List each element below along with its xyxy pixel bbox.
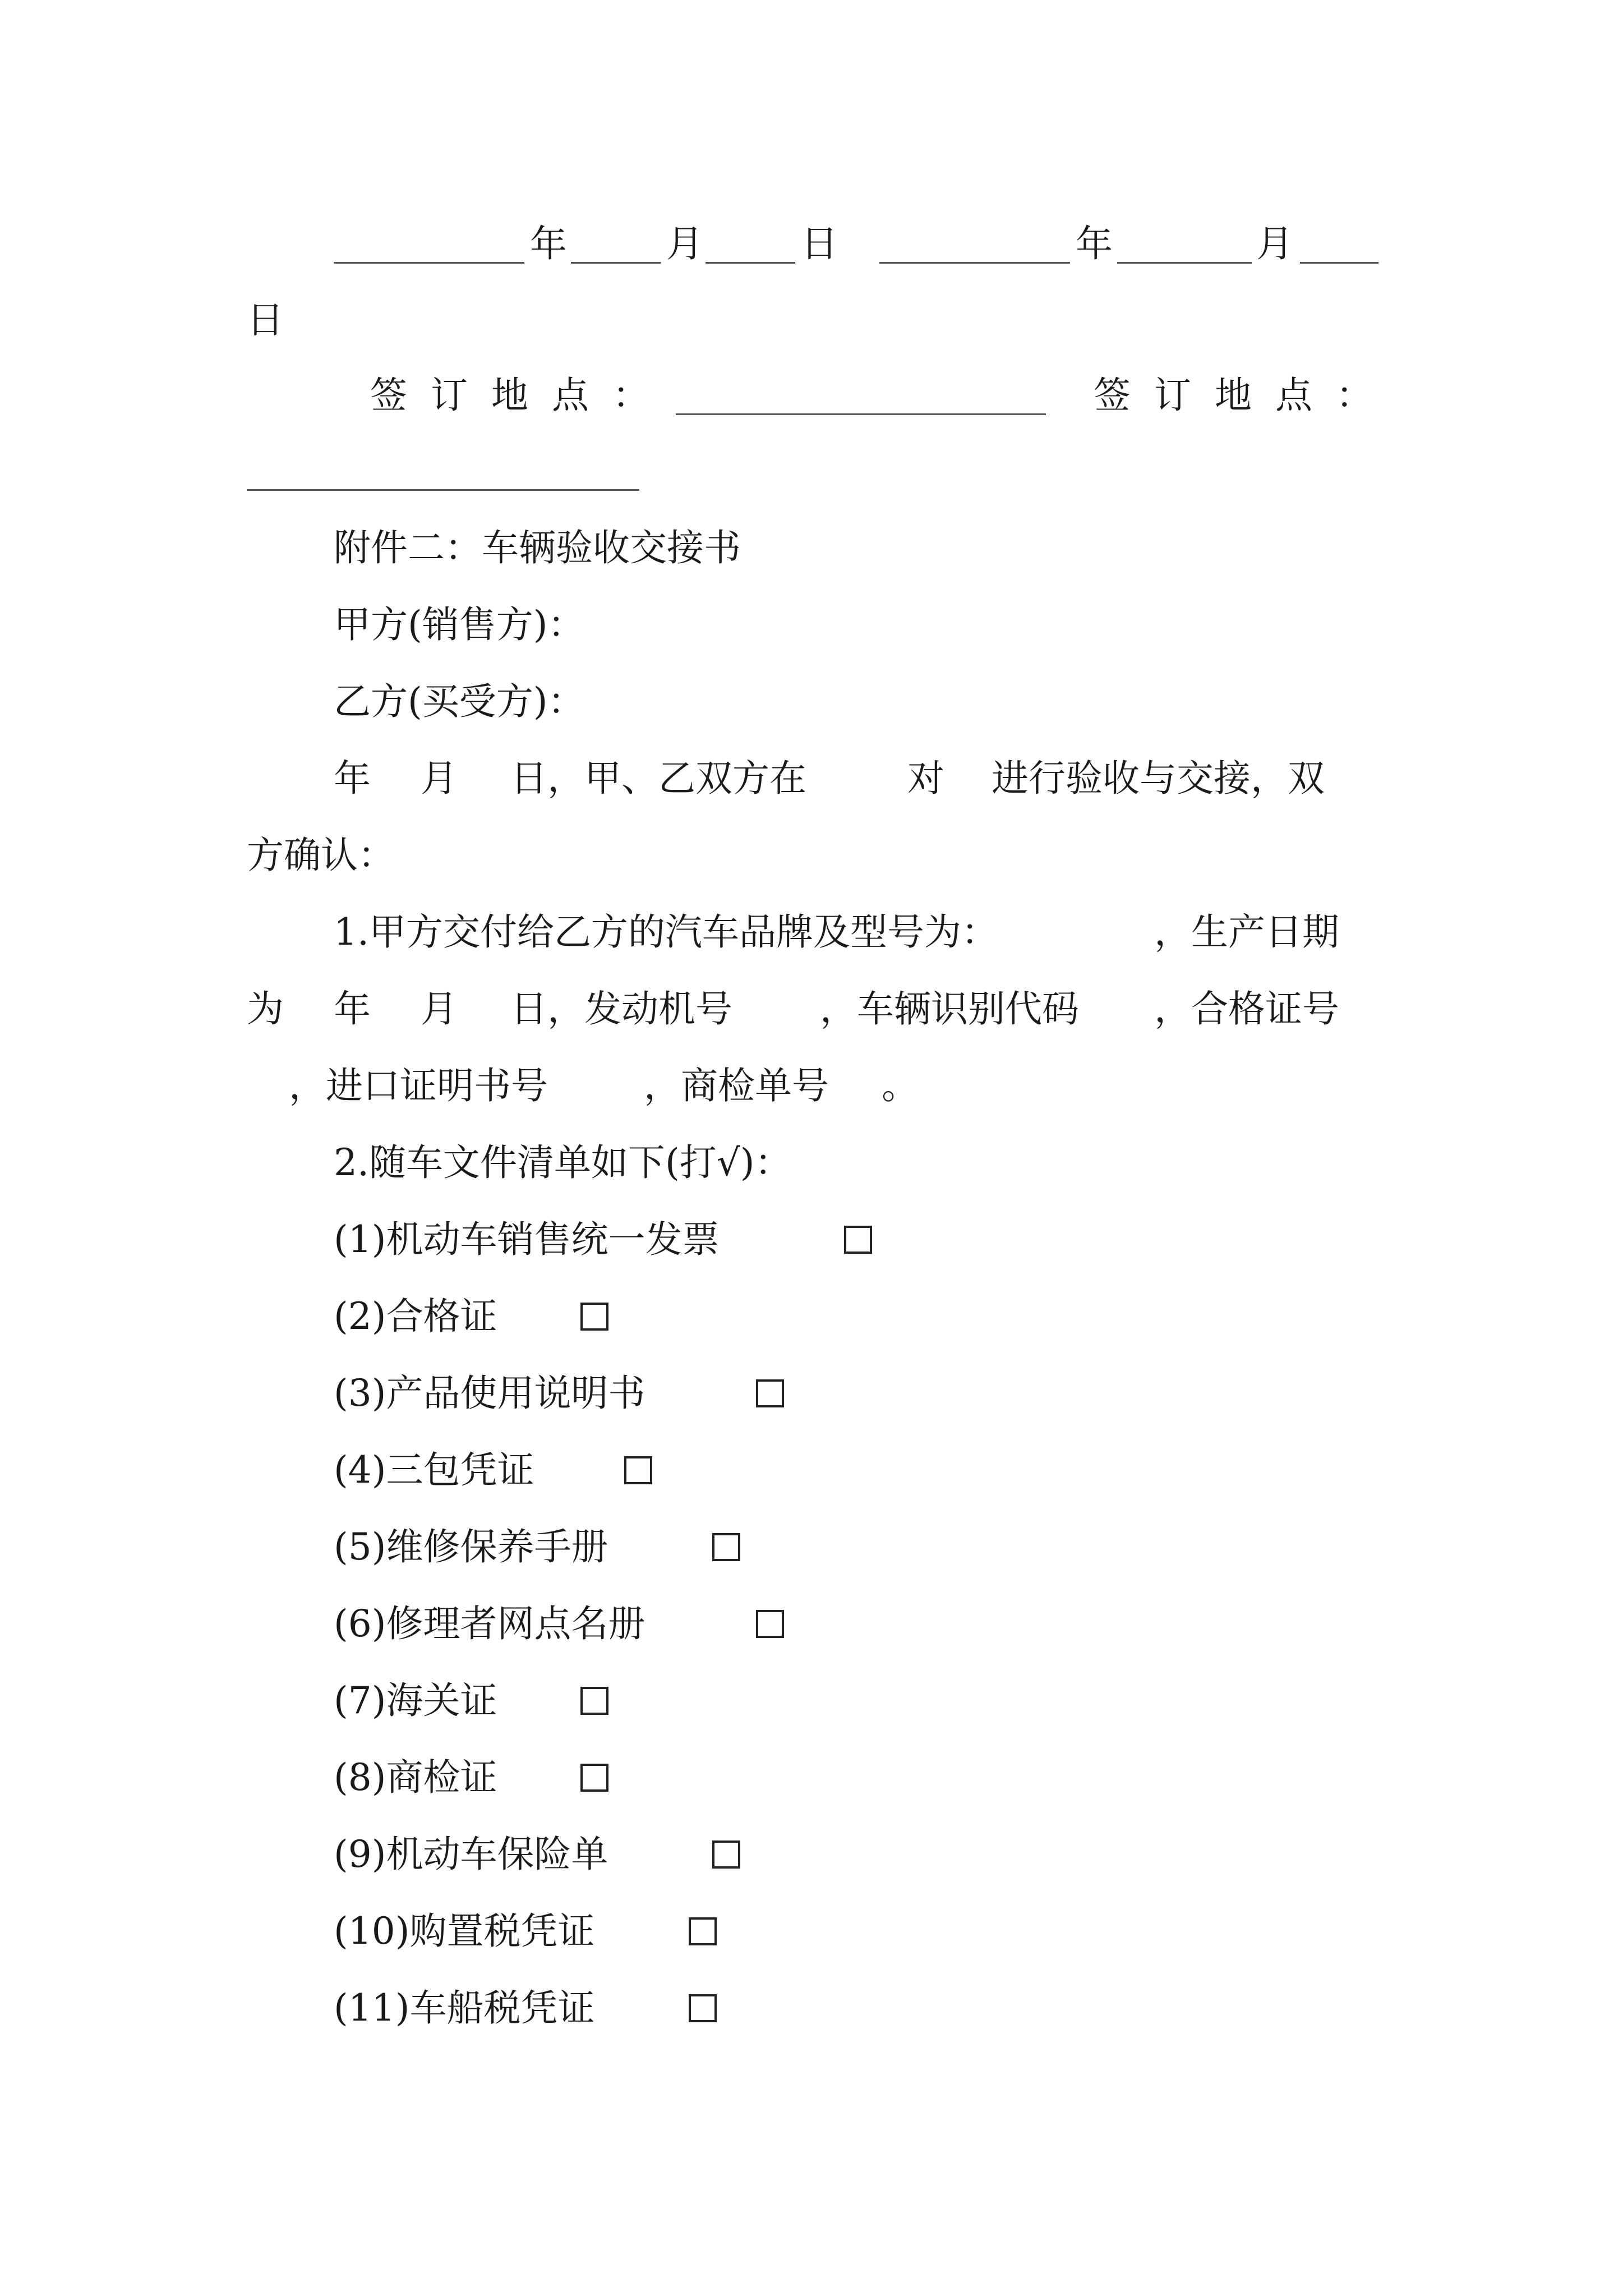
party-b-line: 乙方(买受方)： [334,680,585,723]
checklist-item [0,1741,1623,1814]
checklist-item-label: (6)修理者网点名册 [334,1602,645,1645]
signing-date-row [0,208,1623,280]
item1-vin: ，车辆识别代码 [820,987,1079,1030]
signing-place-label-1: 签订地点： [370,374,673,417]
item1-line-2 [0,973,1623,1046]
month-label-2: 月 [1256,222,1293,265]
checklist-item-label: (7)海关证 [334,1679,497,1722]
intro-rest: 进行验收与交接，双 [992,757,1325,800]
item1-line-1 [0,896,1623,969]
checkbox[interactable] [712,1533,740,1561]
checklist-item-label: (5)维修保养手册 [334,1525,608,1568]
checkbox[interactable] [756,1379,784,1407]
item1-line-3 [0,1050,1623,1122]
date-day-wrap [0,284,1623,357]
item2-heading: 2.随车文件清单如下(打√)： [334,1141,792,1184]
checkbox[interactable] [624,1456,652,1484]
item1-cert-no: ，合格证号 [1154,987,1339,1030]
signing-place-label-2: 签订地点： [1094,374,1396,417]
item1-engine-no: 日，发动机号 [510,987,732,1030]
month-blank-2 [1117,262,1252,264]
checkbox[interactable] [689,1994,717,2022]
signing-place-row [0,359,1623,432]
item1-month: 月 [421,987,458,1030]
intro-line-1 [0,742,1623,815]
year-blank-2 [879,262,1070,264]
checklist-item [0,1818,1623,1891]
checklist-item-label: (8)商检证 [334,1756,497,1799]
day-blank-1 [706,262,795,264]
year-label-1: 年 [530,222,567,265]
item1-wei: 为 [247,987,284,1030]
intro-month: 月 [421,757,458,800]
item1-import-cert: ，进口证明书号 [289,1064,548,1107]
checklist-item [0,1280,1623,1353]
year-label-2: 年 [1076,222,1113,265]
day-label-2: 日 [247,298,284,342]
checklist-item-label: (4)三包凭证 [334,1448,534,1492]
checklist-item [0,1895,1623,1968]
month-blank-1 [571,262,661,264]
checkbox[interactable] [580,1764,608,1792]
checklist-item-label: (10)购置税凭证 [334,1910,595,1953]
item1-year: 年 [334,987,371,1030]
month-label-1: 月 [666,222,703,265]
attachment-title: 附件二：车辆验收交接书 [334,526,741,569]
checkbox[interactable] [844,1226,872,1254]
item1-brand-model: 1.甲方交付给乙方的汽车品牌及型号为： [334,910,998,954]
item1-production-date: ，生产日期 [1154,910,1339,954]
item1-inspection-no: ，商检单号 [644,1064,829,1107]
checklist-item-label: (11)车船税凭证 [334,1986,595,2030]
party-a-line: 甲方(销售方)： [334,603,585,646]
checklist-item-label: (2)合格证 [334,1295,497,1338]
checklist-item [0,1357,1623,1430]
intro-year: 年 [334,757,371,800]
checkbox[interactable] [580,1687,608,1715]
checklist-item [0,1588,1623,1660]
checkbox[interactable] [689,1917,717,1945]
day-label-1: 日 [801,222,838,265]
item1-period: 。 [882,1064,919,1107]
day-blank-2 [1300,262,1378,264]
checklist-item-label: (3)产品使用说明书 [334,1372,645,1415]
checkbox[interactable] [712,1841,740,1869]
intro-day-text: 日，甲、乙双方在 [510,757,806,800]
checklist-item [0,1511,1623,1584]
signing-place-blank-2 [247,489,639,491]
signing-place-blank-wrap [0,435,1623,508]
checklist-item [0,1972,1623,2045]
checklist-item-label: (1)机动车销售统一发票 [334,1218,720,1261]
intro-line-2: 方确认： [247,834,395,877]
checklist-item [0,1664,1623,1737]
checkbox[interactable] [756,1610,784,1638]
checklist-item [0,1434,1623,1507]
year-blank-1 [334,262,524,264]
intro-dui: 对 [907,757,944,800]
checklist-item [0,1203,1623,1276]
checklist-item-label: (9)机动车保险单 [334,1833,608,1876]
signing-place-blank-1 [676,413,1046,415]
checkbox[interactable] [580,1303,608,1331]
